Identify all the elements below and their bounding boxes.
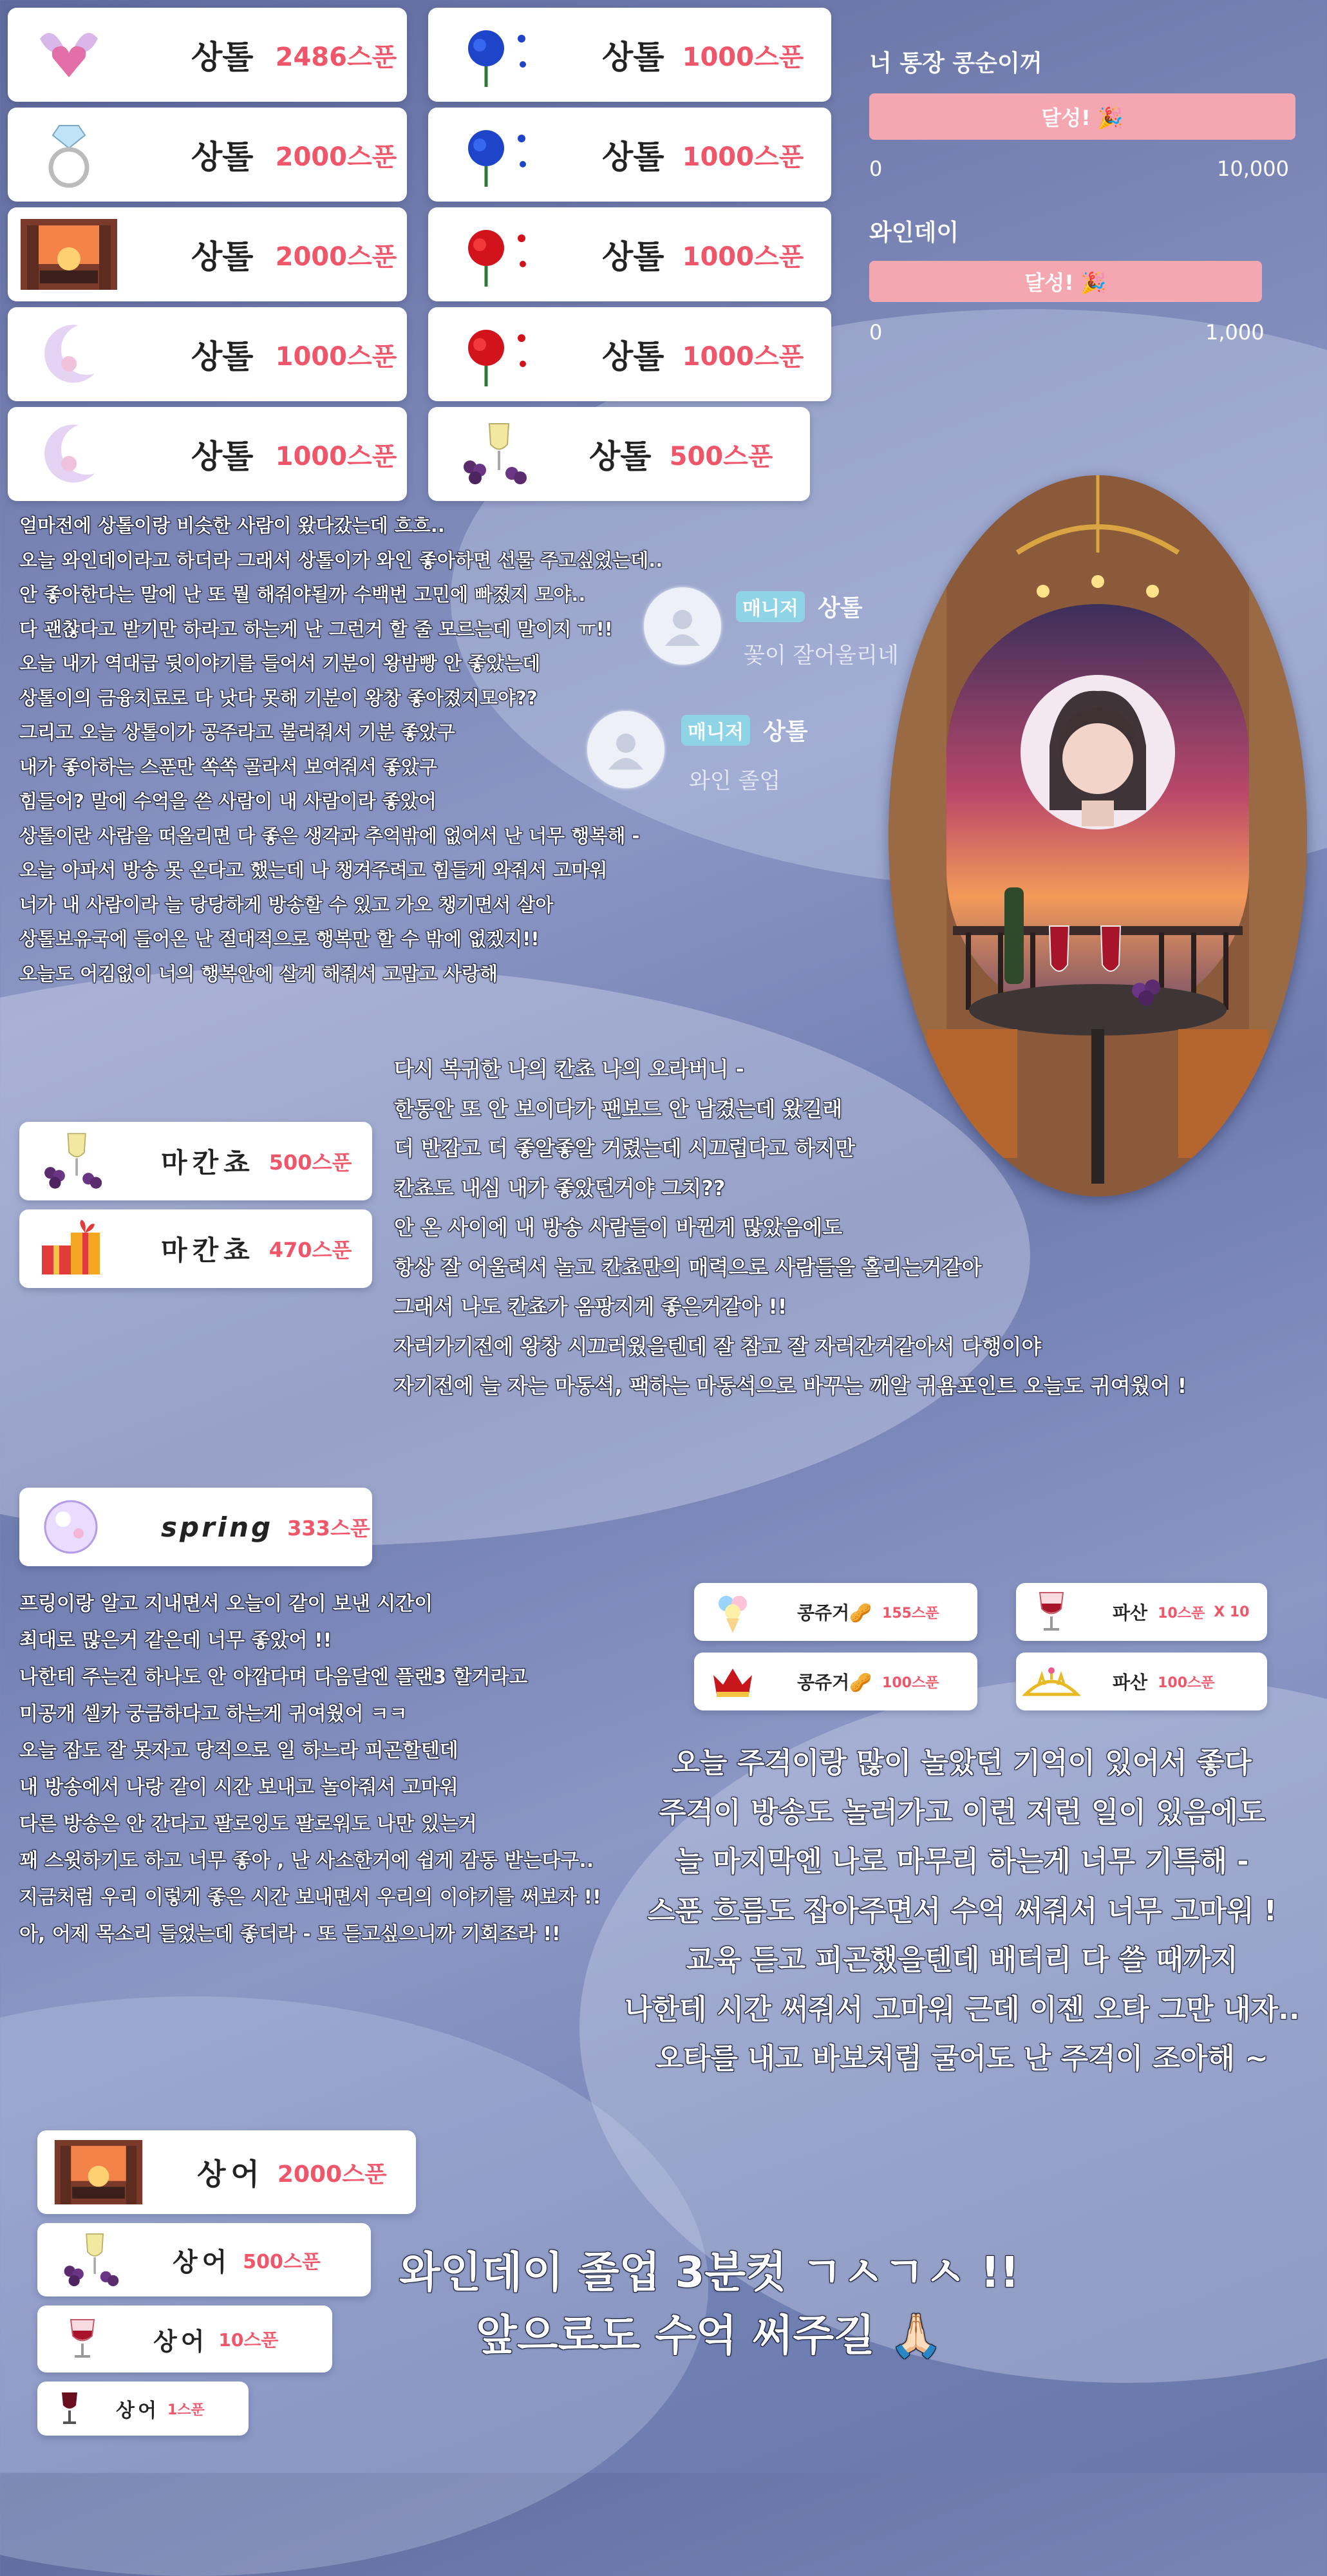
- gift-amount: 1000스푼: [275, 441, 397, 471]
- gift-amount: 1000스푼: [682, 42, 804, 72]
- crescent-moon-icon: [8, 307, 130, 401]
- fan-letter: 다시 복귀한 나의 칸쵸 나의 오라버니 - 한동안 또 안 보이다가 팬보드 안 남겼는데 왔길래 더 반갑고 더 좋알좋알 거렸는데 시끄럽다고 하지만 칸쵸도 내심 내가 좋았던거야 그치?? 안 온 사이에 내 방송 사람들이 바뀐게 많았음에도 항상 잘 어울려서 놀고 칸쵸만의 매력으로 사람들을 홀리는거같아 그래서 나도 칸쵸가 옴팡지게 좋은거같아 !! 자러가기전에 왕창 시끄러웠을텐데 잘 참고 잘 자러간거같아서 다행이야 자기전에 늘 자는 마동석, 팩하는 마동석으로 바꾸는 깨알 귀욤포인트 오늘도 귀여웠어 !: [394, 1057, 1187, 1398]
- gift-sender-name: 상톨: [191, 39, 254, 76]
- user-icon: [603, 727, 648, 772]
- gift-card: [428, 8, 831, 102]
- crown-icon: [694, 1653, 771, 1710]
- gift-card: [8, 207, 407, 301]
- commenter-name: 상톨: [763, 719, 808, 745]
- gift-card: [8, 307, 407, 401]
- gift-amount: 10스푼: [1158, 1605, 1205, 1622]
- gift-amount: 500스푼: [268, 1150, 352, 1175]
- gift-sender-name: 상어: [116, 2400, 160, 2422]
- comment-message: 꽃이 잘어울리네: [744, 643, 899, 668]
- gift-sender-name: 상톨: [602, 238, 664, 276]
- gift-amount: 1000스푼: [682, 142, 804, 172]
- gift-amount: 1스푼: [167, 2401, 205, 2418]
- gift-amount: 10스푼: [218, 2329, 279, 2351]
- gift-amount: 500스푼: [669, 441, 773, 471]
- goal-progress-fill: 달성! 🎉: [869, 93, 1295, 140]
- gift-sender-name: 상톨: [191, 338, 254, 375]
- gift-card: [8, 407, 407, 501]
- gift-card: [19, 1209, 372, 1288]
- gift-sender-name: 마칸쵸: [161, 1235, 255, 1266]
- bubble-icon: [19, 1488, 122, 1566]
- goal-min: 0: [869, 156, 883, 181]
- gift-sender-name: 상톨: [191, 238, 254, 276]
- gift-card: [428, 407, 810, 501]
- wine-grapes-icon: [428, 407, 557, 501]
- gift-sender-name: 상톨: [602, 338, 664, 375]
- commenter-name: 상톨: [818, 595, 863, 621]
- flower-bouquet-icon: [694, 1583, 771, 1641]
- gift-card: [37, 2223, 371, 2297]
- gift-card: [37, 2306, 332, 2372]
- goal-progress-fill: 달성! 🎉: [869, 261, 1262, 302]
- comment-message: 와인 졸업: [689, 768, 781, 794]
- gift-amount: 2000스푼: [275, 142, 397, 172]
- gift-card: [19, 1488, 372, 1566]
- goal-max: 10,000: [1217, 156, 1289, 181]
- wine-grapes-icon: [37, 2223, 140, 2297]
- tiara-icon: [1016, 1653, 1087, 1710]
- gift-card: [428, 307, 831, 401]
- blue-rose-icon: [428, 108, 557, 202]
- goal-progress-bar: [869, 261, 1262, 302]
- blue-rose-icon: [428, 8, 557, 102]
- goal-title: 와인데이: [869, 220, 959, 246]
- crescent-moon-icon: [8, 407, 130, 501]
- goal-progress-bar: [869, 93, 1295, 140]
- gift-amount: 100스푼: [1158, 1674, 1215, 1691]
- gift-sender-name: 상어: [153, 2327, 209, 2356]
- gift-sender-name: 파산: [1113, 1672, 1148, 1693]
- gift-amount: 1000스푼: [682, 341, 804, 372]
- gift-amount: 2000스푼: [275, 242, 397, 272]
- gift-sender-name: 상어: [197, 2157, 265, 2192]
- angel-wings-heart-icon: [8, 8, 130, 102]
- gift-card: [1016, 1583, 1267, 1641]
- fan-letter: 오늘 주걱이랑 많이 놀았던 기억이 있어서 좋다 주걱이 방송도 놀러가고 이런 저런 일이 있음에도 늘 마지막엔 나로 마무리 하는게 너무 기특해 - 스푼 흐름도 잡아주면서 수억 써줘서 너무 고마워 ! 교육 듣고 피곤했을텐데 배터리 다 쓸 때까지 나한테 시간 써줘서 고마워 근데 이젠 오타 그만 내자.. 오타를 내고 바보처럼 굴어도 난 주걱이 조아해 ~: [625, 1747, 1300, 2075]
- gift-card: [428, 207, 831, 301]
- gift-sender-name: 상톨: [191, 138, 254, 176]
- gift-card: [8, 8, 407, 102]
- fan-letter: 프링이랑 알고 지내면서 오늘이 같이 보낸 시간이 최대로 많은거 같은데 너무 좋았어 !! 나한테 주는건 하나도 안 아깝다며 다음달엔 플랜3 할거라고 미공개 셀카 궁금하다고 하는게 귀여웠어 ㅋㅋ 오늘 잠도 잘 못자고 당직으로 일 하느라 피곤할텐데 내 방송에서 나랑 같이 시간 보내고 놀아줘서 고마워 다른 방송은 안 간다고 팔로잉도 팔로워도 나만 있는거 꽤 스윗하기도 하고 너무 좋아 , 난 사소한거에 쉽게 감동 받는다구.. 지금처럼 우리 이렇게 좋은 시간 보내면서 우리의 이야기를 써보자 !! 아, 어제 목소리 들었는데 좋더라 - 또 듣고싶으니까 기회조라 !!: [19, 1593, 601, 1946]
- gift-sender-name: spring: [161, 1511, 274, 1543]
- wine-grapes-icon: [19, 1122, 122, 1200]
- gift-amount: 470스푼: [268, 1238, 352, 1262]
- gift-sender-name: 콩쥬거🥜: [797, 1602, 872, 1624]
- goal-min: 0: [869, 320, 883, 345]
- gift-sender-name: 파산: [1113, 1602, 1148, 1624]
- gift-amount: 1000스푼: [682, 242, 804, 272]
- gift-boxes-icon: [19, 1209, 122, 1288]
- gift-amount: 500스푼: [243, 2251, 321, 2273]
- wine-glass-icon: [37, 2306, 127, 2372]
- red-rose-icon: [428, 307, 557, 401]
- red-rose-icon: [428, 207, 557, 301]
- gift-card: [37, 2382, 249, 2436]
- gift-card: [1016, 1653, 1267, 1710]
- gift-sender-name: 상톨: [602, 39, 664, 76]
- gift-sender-name: 상톨: [191, 438, 254, 475]
- gift-sender-name: 상어: [173, 2247, 232, 2277]
- gift-amount: 1000스푼: [275, 341, 397, 372]
- diamond-ring-icon: [8, 108, 130, 202]
- gift-amount: 2000스푼: [277, 2161, 387, 2188]
- gift-card: [19, 1122, 372, 1200]
- manager-badge: 매니저: [736, 591, 805, 622]
- user-icon: [660, 603, 705, 649]
- gift-card: [694, 1583, 977, 1641]
- gift-card: [428, 108, 831, 202]
- closing-message: 와인데이 졸업 3분컷 ㄱㅅㄱㅅ !! 앞으로도 수억 써주길 🙏🏻: [399, 2248, 1020, 2360]
- red-wine-icon: [37, 2382, 102, 2436]
- gift-amount: 333스푼: [287, 1516, 370, 1540]
- avatar: [587, 711, 664, 788]
- goal-max: 1,000: [1205, 320, 1265, 345]
- gift-multiplier: X 10: [1214, 1604, 1250, 1620]
- gift-card: [694, 1653, 977, 1710]
- gift-sender-name: 상톨: [602, 138, 664, 176]
- sunset-terrace-icon: [8, 207, 130, 301]
- gift-card: [37, 2130, 416, 2214]
- gift-card: [8, 108, 407, 202]
- gift-amount: 2486스푼: [275, 42, 397, 72]
- wine-glass-icon: [1016, 1583, 1087, 1641]
- gift-sender-name: 마칸쵸: [161, 1147, 255, 1179]
- gift-amount: 100스푼: [882, 1674, 939, 1691]
- avatar: [644, 587, 721, 665]
- fan-letter: 얼마전에 상톨이랑 비슷한 사람이 왔다갔는데 흐흐.. 오늘 와인데이라고 하더라 그래서 상톨이가 와인 좋아하면 선물 주고싶었는데.. 안 좋아한다는 말에 난 또 뭘 해줘야될까 수백번 고민에 빠졌지 모야.. 다 괜찮다고 받기만 하라고 하는게 난 그런거 할 줄 모르는데 말이지 ㅠ!! 오늘 내가 역대급 뒷이야기를 들어서 기분이 왕밤빵 안 좋았는데 상톨이의 금융치료로 다 낫다 못해 기분이 왕창 좋아졌지모야?? 그리고 오늘 상톨이가 공주라고 불러줘서 기분 좋았구 내가 좋아하는 스푼만 쏙쏙 골라서 보여줘서 좋았구 힘들어? 말에 수억을 쓴 사람이 내 사람이라 좋았어 상톨이란 사람을 떠올리면 다 좋은 생각과 추억밖에 없어서 난 너무 행복해 - 오늘 아파서 방송 못 온다고 했는데 나 챙겨주려고 힘들게 와줘서 고마워 너가 내 사람이라 늘 당당하게 방송할 수 있고 가오 챙기면서 살아 상톨보유국에 들어온 난 절대적으로 행복만 할 수 밖에 없겠지!! 오늘도 어김없이 너의 행복안에 살게 해줘서 고맙고 사랑해: [19, 515, 663, 985]
- goal-title: 너 통장 콩순이꺼: [869, 50, 1042, 77]
- gift-sender-name: 콩쥬거🥜: [797, 1672, 872, 1693]
- gift-sender-name: 상톨: [589, 438, 652, 475]
- sunset-terrace-icon: [37, 2130, 160, 2214]
- gift-amount: 155스푼: [882, 1605, 939, 1622]
- manager-badge: 매니저: [681, 715, 750, 746]
